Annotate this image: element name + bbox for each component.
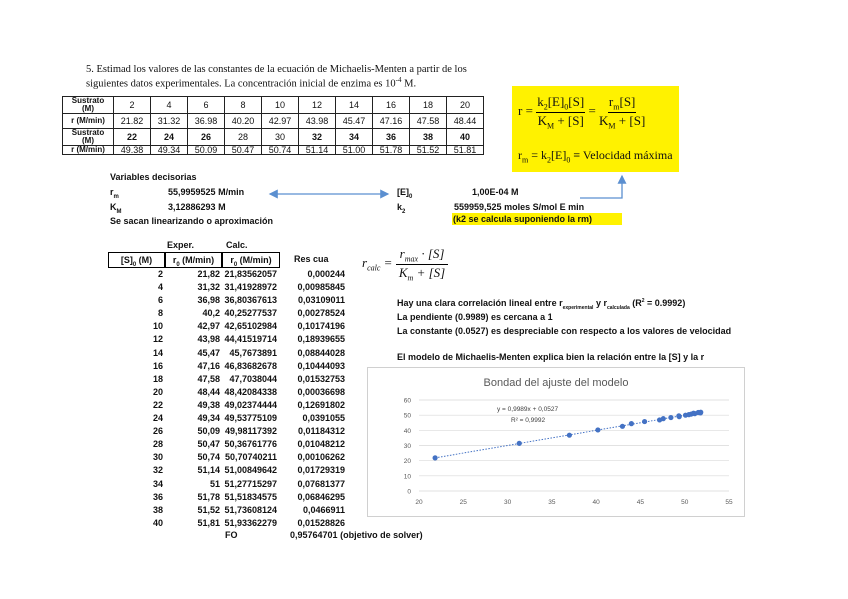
table-cell: 51 [209, 478, 220, 489]
table-cell: 14 [152, 347, 163, 358]
table-row [108, 373, 345, 386]
vmax-definition: $r_m = k_2[E]_0$ ≡ Velocidad máxima [518, 148, 673, 165]
table-row [108, 333, 345, 346]
y-tick-label: 30 [403, 443, 411, 450]
chart-frame [368, 368, 745, 517]
table-cell: 4 [151, 97, 188, 114]
table-cell: 0,08844028 [297, 347, 345, 358]
table-cell: 43.98 [299, 114, 336, 129]
fo-label: FO [225, 530, 238, 540]
table-cell: 51.00 [336, 146, 373, 155]
table-cell: 49,02374444 [224, 399, 277, 410]
table-cell: 0,10174196 [297, 321, 345, 332]
table-cell: 36,80367613 [224, 295, 277, 306]
table-cell: 51,00849642 [224, 465, 277, 476]
table-cell: 48,42084338 [224, 386, 277, 397]
table-cell: 24 [152, 413, 163, 424]
table-cell: 0,01184312 [297, 426, 345, 437]
km-label: $K_M$ [110, 202, 122, 215]
table-cell: 12 [152, 334, 163, 345]
table-cell: 31,32 [197, 282, 220, 293]
table-row [108, 425, 345, 438]
data-point [642, 419, 647, 424]
table-cell: 50.09 [188, 146, 225, 155]
x-tick-label: 55 [725, 499, 733, 506]
table-row [108, 294, 345, 307]
table-cell: 51.52 [410, 146, 447, 155]
table-cell: 47,58 [197, 373, 220, 384]
table-cell: 30 [262, 129, 299, 146]
problem-line-1: 5. Estimad los valores de las constantes de la ecuación de Michaelis-Menten a partir de los [86, 64, 467, 75]
table-cell: 4 [157, 282, 163, 293]
header-substrate: Sustrato (M) [63, 129, 114, 146]
table-cell: 42,65102984 [224, 321, 277, 332]
y-tick-label: 40 [403, 427, 411, 435]
table-row [108, 399, 345, 412]
table-cell: 45,7673891 [229, 347, 277, 358]
data-point [691, 411, 696, 416]
table-cell: 0,18939655 [297, 334, 345, 345]
table-cell: 8 [157, 308, 163, 319]
table-cell: 50,47 [197, 439, 220, 450]
table-cell: 0,00106262 [297, 452, 345, 463]
table-cell: 0,10444093 [297, 360, 345, 371]
header-substrate-m: $[S]_0$ (M) [108, 252, 165, 268]
table-cell: 0,0466911 [302, 504, 345, 515]
table-cell: 40 [447, 129, 484, 146]
table-cell: 2 [157, 269, 163, 279]
x-tick-label: 20 [415, 499, 423, 506]
rate-equation: r = $\frac{k_2[E]_0[S]}{K_M + [S]}$ = $\frac{r_m[S]}{K_M + [S]}$ [518, 94, 646, 131]
table-cell: 40,25277537 [224, 308, 277, 319]
table-row [108, 438, 345, 451]
x-tick-label: 35 [548, 499, 556, 506]
table-row [108, 491, 345, 504]
data-point [668, 415, 673, 420]
goodness-of-fit-chart [367, 367, 745, 517]
table-row [108, 307, 345, 320]
table-cell: 51.81 [447, 146, 484, 155]
table-cell: 51,14 [197, 465, 220, 476]
table-cell: 51,51834575 [224, 491, 277, 502]
table-cell: 18 [152, 373, 163, 384]
x-tick-label: 45 [636, 499, 645, 506]
linearization-note: Se sacan linearizando o aproximación [110, 216, 274, 226]
table-cell: 51.14 [299, 146, 336, 155]
header-residual: Res cua [294, 254, 329, 264]
table-cell: 46,83682678 [224, 360, 277, 371]
problem-line-2: siguientes datos experimentales. La concentración inicial de enzima es $10^{-4}$ M. [86, 76, 417, 90]
table-cell: 49,53775109 [224, 413, 277, 424]
table-cell: 45.47 [336, 114, 373, 129]
r-squared: R² = 0,9992 [511, 417, 546, 424]
x-tick-label: 25 [459, 499, 467, 506]
table-cell: 38 [152, 504, 163, 515]
data-point [620, 424, 625, 429]
table-row [108, 347, 345, 360]
data-point [433, 455, 438, 460]
chart-title: Bondad del ajuste del modelo [483, 377, 629, 389]
table-cell: 48,44 [197, 386, 220, 397]
table-cell: 0,06846295 [297, 491, 345, 502]
table-cell: 0,01729319 [297, 465, 345, 476]
table-cell: 49.38 [114, 146, 151, 155]
table-cell: 31,41928972 [224, 282, 277, 293]
table-cell: 0,00985845 [297, 282, 345, 293]
y-tick-label: 60 [403, 397, 411, 405]
header-rate-exp: $r_0$ (M/min) [165, 252, 222, 268]
e0-label: $[E]_0$ [397, 187, 413, 200]
table-cell: 51,73608124 [224, 504, 277, 515]
table-cell: 6 [157, 295, 163, 306]
table-cell: 16 [152, 360, 163, 371]
calc-table [108, 268, 345, 530]
k2-value: 559959,525 moles S/mol E min [454, 202, 585, 212]
table-cell: 20 [152, 386, 163, 397]
table-cell: 31.32 [151, 114, 188, 129]
arrow-up [580, 176, 622, 198]
table-cell: 30 [152, 452, 163, 463]
table-cell: 51,52 [197, 504, 220, 515]
table-cell: 34 [336, 129, 373, 146]
table-row [108, 478, 345, 491]
table-cell: 2 [114, 97, 151, 114]
header-exper: Exper. [167, 240, 195, 250]
header-rate: r (M/min) [63, 114, 114, 129]
table-cell: 40 [152, 517, 163, 528]
table-cell: 0,01528826 [297, 517, 345, 528]
table-row [108, 268, 345, 281]
table-cell: 6 [188, 97, 225, 114]
table-cell: 0,07681377 [297, 478, 345, 489]
table-cell: 47,16 [197, 360, 220, 371]
table-cell: 0,000244 [307, 269, 345, 279]
table-cell: 47.58 [410, 114, 447, 129]
x-tick-label: 40 [592, 499, 600, 506]
table-cell: 48.44 [447, 114, 484, 129]
table-cell: 0,00036698 [297, 386, 345, 397]
table-cell: 50,09 [197, 426, 220, 437]
table-cell: 36 [373, 129, 410, 146]
table-cell: 22 [152, 399, 163, 410]
table-row [108, 320, 345, 333]
table-cell: 36.98 [188, 114, 225, 129]
table-cell: 0,12691802 [297, 399, 345, 410]
header-rate-calc: $r_0$ (M/min) [222, 252, 280, 268]
table-cell: 0,00278524 [297, 308, 345, 319]
table-cell: 42.97 [262, 114, 299, 129]
data-point [567, 433, 572, 438]
table-cell: 21.82 [114, 114, 151, 129]
table-cell: 49.34 [151, 146, 188, 155]
table-cell: 26 [188, 129, 225, 146]
table-cell: 51,81 [197, 517, 220, 528]
table-cell: 38 [410, 129, 447, 146]
table-cell: 51,93362279 [224, 517, 277, 528]
table-cell: 22 [114, 129, 151, 146]
y-tick-label: 20 [403, 458, 411, 466]
table-cell: 50.47 [225, 146, 262, 155]
km-value: 3,12886293 M [168, 202, 226, 212]
table-cell: 21,82 [197, 269, 220, 279]
table-cell: 50,36761776 [224, 439, 277, 450]
table-cell: 34 [152, 478, 163, 489]
table-cell: 18 [410, 97, 447, 114]
y-tick-label: 50 [403, 412, 411, 420]
table-cell: 0,01048212 [297, 439, 345, 450]
table-cell: 8 [225, 97, 262, 114]
y-tick-label: 10 [403, 473, 411, 481]
x-tick-label: 30 [503, 499, 512, 506]
table-cell: 12 [299, 97, 336, 114]
data-point [517, 441, 522, 446]
table-cell: 42,97 [197, 321, 220, 332]
table-cell: 28 [225, 129, 262, 146]
table-cell: 0,01532753 [297, 373, 345, 384]
rcalc-formula: $r_{calc}$ = $\frac{r_{max} \cdot [S]}{K_m + [S]}$ [362, 246, 448, 282]
table-cell: 0,03109011 [297, 295, 345, 306]
table-cell: 49,38 [197, 399, 220, 410]
table-row [108, 360, 345, 373]
comment-constant: La constante (0.0527) es despreciable con respecto a los valores de velocidad [397, 326, 732, 336]
variables-title: Variables decisorias [110, 172, 197, 182]
table-cell: 16 [373, 97, 410, 114]
table-cell: 26 [152, 426, 163, 437]
comment-correlation: Hay una clara correlación lineal entre $r_{experimental}$ y $r_{calculada}$ $(R^2 = 0.9992)$ [397, 298, 686, 311]
table-row [108, 281, 345, 294]
y-tick-label: 0 [407, 488, 411, 496]
table-cell: 0,0391055 [302, 413, 345, 424]
table-cell: 24 [151, 129, 188, 146]
table-cell: 51.78 [373, 146, 410, 155]
header-calc: Calc. [226, 240, 248, 250]
trendline-equation: y = 0,9989x + 0,0527 [497, 406, 559, 413]
comment-model: El modelo de Michaelis-Menten explica bien la relación entre la [S] y la r [397, 352, 705, 362]
table-cell: 51,78 [197, 491, 220, 502]
table-row [108, 386, 345, 399]
comment-slope: La pendiente (0.9989) es cercana a 1 [397, 312, 553, 322]
table-cell: 10 [152, 321, 163, 332]
table-cell: 50,74 [197, 452, 220, 463]
table-cell: 32 [152, 465, 163, 476]
table-cell: 49,98117392 [224, 426, 277, 437]
table-cell: 44,41519714 [224, 334, 277, 345]
table-row [108, 517, 345, 530]
table-cell: 21,83562057 [224, 269, 277, 279]
k2-note: (k2 se calcula suponiendo la rm) [452, 213, 622, 225]
data-point [698, 410, 703, 415]
table-cell: 40.20 [225, 114, 262, 129]
table-cell: 36 [152, 491, 163, 502]
table-row [108, 464, 345, 477]
data-point [629, 421, 634, 426]
table-cell: 20 [447, 97, 484, 114]
table-cell: 28 [152, 439, 163, 450]
rm-label: $r_m$ [110, 187, 119, 200]
table-row [108, 504, 345, 517]
header-rate: r (M/min) [63, 146, 114, 155]
table-cell: 36,98 [197, 295, 220, 306]
table-row [108, 451, 345, 464]
table-cell: 45,47 [197, 347, 220, 358]
data-point [661, 416, 666, 421]
table-cell: 32 [299, 129, 336, 146]
data-point [595, 427, 600, 432]
table-cell: 47.16 [373, 114, 410, 129]
table-cell: 47,7038044 [229, 373, 277, 384]
fo-value: 0,95764701 (objetivo de solver) [290, 530, 423, 540]
table-cell: 10 [262, 97, 299, 114]
k2-label: $k_2$ [397, 202, 406, 215]
table-cell: 51,27715297 [224, 478, 277, 489]
table-cell: 40,2 [202, 308, 220, 319]
e0-value: 1,00E-04 M [472, 187, 519, 197]
table-cell: 14 [336, 97, 373, 114]
table-row [108, 412, 345, 425]
table-cell: 50.74 [262, 146, 299, 155]
table-cell: 50,70740211 [224, 452, 277, 463]
table-cell: 49,34 [197, 413, 220, 424]
rm-value: 55,9959525 M/min [168, 187, 245, 197]
x-tick-label: 50 [681, 499, 689, 506]
table-cell: 43,98 [197, 334, 220, 345]
header-substrate: Sustrato (M) [63, 97, 114, 114]
data-point [676, 413, 681, 418]
